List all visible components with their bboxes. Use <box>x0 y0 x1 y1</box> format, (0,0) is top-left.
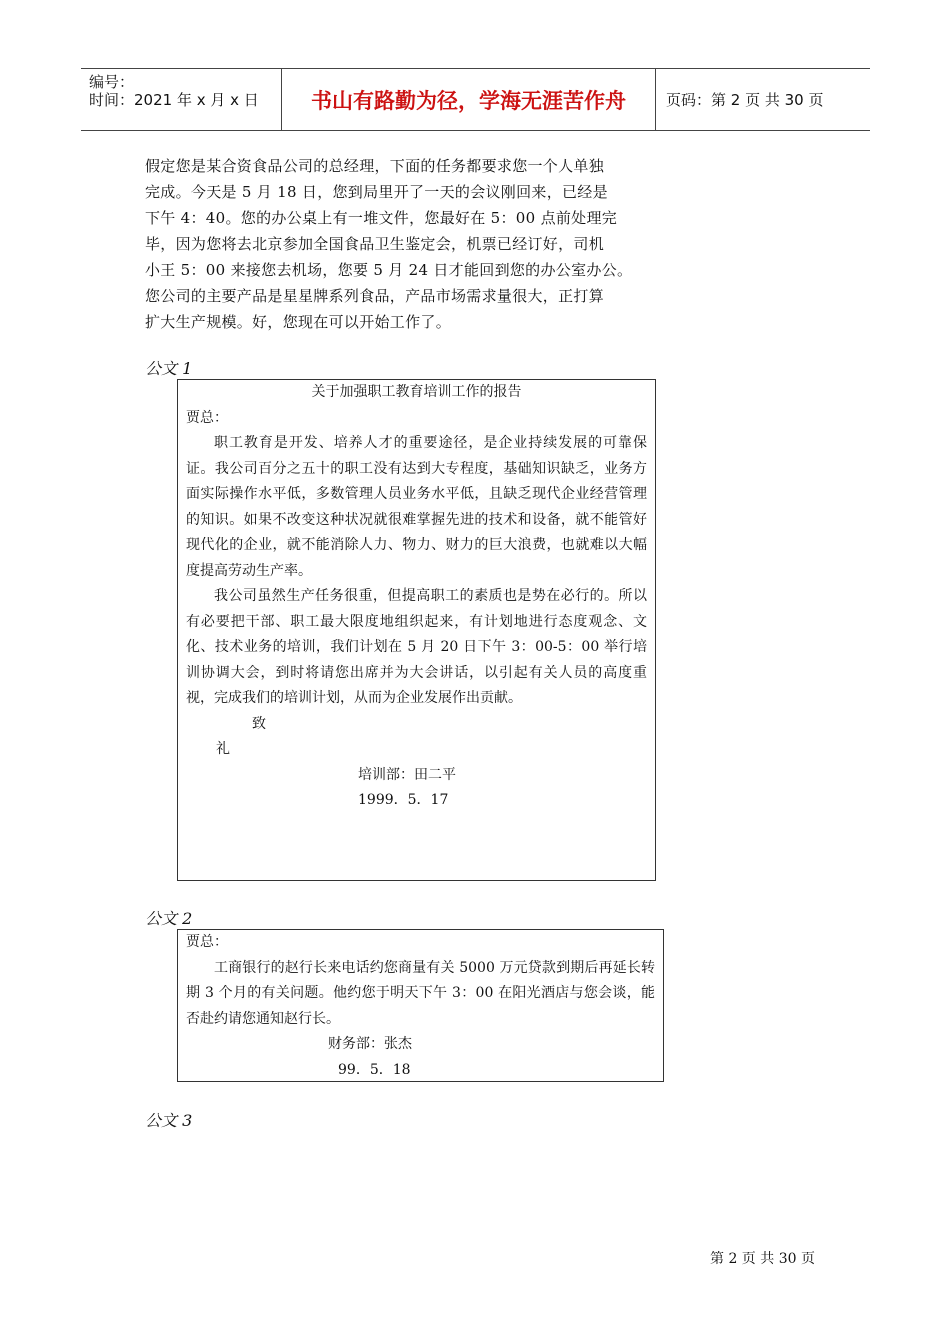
doc2-date: 99．5．18 <box>338 1061 411 1078</box>
intro-line: 扩大生产规模。好，您现在可以开始工作了。 <box>145 313 452 331</box>
doc1-title: 关于加强职工教育培训工作的报告 <box>311 384 522 400</box>
doc1-closing-1: 致 <box>252 715 266 732</box>
intro-line: 您公司的主要产品是星星牌系列食品，产品市场需求量很大，正打算 <box>145 287 605 305</box>
doc1-label: 公文 1 <box>145 359 193 378</box>
doc2-body: 工商银行的赵行长来电话约您商量有关 5000 万元贷款到期后再延长转期 3 个月的有关问题。他约您于明天下午 3：00 在阳光酒店与您会谈，能否赴约请您通知赵行长。 <box>186 959 655 1027</box>
doc3-label: 公文 3 <box>145 1111 193 1130</box>
page-footer: 第 2 页 共 30 页 <box>710 1251 815 1267</box>
intro-line: 下午 4：40。您的办公桌上有一堆文件，您最好在 5：00 点前处理完 <box>145 209 618 227</box>
doc2-signature: 财务部：张杰 <box>328 1036 412 1052</box>
intro-line: 小王 5：00 来接您去机场，您要 5 月 24 日才能回到您的办公室办公。 <box>145 261 633 279</box>
intro-text <box>145 153 665 335</box>
doc1-para2: 我公司虽然生产任务很重，但提高职工的素质也是势在必行的。所以有必要把干部、职工最大限度地组织起来，有计划地进行态度观念、文化、技术业务的培训，我们计划在 5 月 20 日下午 3：00-5：00 举行培训协调大会，到时将请您出席并为大会讲话，以引起有关人员的高度重视，完成我们的培训计划，从而为企业发展作出贡献。 <box>186 588 647 706</box>
header-motto: 书山有路勤为径，学海无涯苦作舟 <box>282 69 656 130</box>
header-page-info: 页码：第 2 页 共 30 页 <box>666 91 824 109</box>
header-meta <box>81 69 282 130</box>
doc1-salutation: 贾总： <box>186 409 228 426</box>
intro-line: 完成。今天是 5 月 18 日，您到局里开了一天的会议刚回来，已经是 <box>145 183 608 201</box>
doc1-closing-2: 礼 <box>216 741 230 757</box>
doc1-para1: 职工教育是开发、培养人才的重要途径，是企业持续发展的可靠保证。我公司百分之五十的职工没有达到大专程度，基础知识缺乏，业务方面实际操作水平低，多数管理人员业务水平低，且缺乏现代企业经营管理的知识。如果不改变这种状况就很难掌握先进的技术和设备，就不能管好现代化的企业，就不能消除人力、物力、财力的巨大浪费，也就难以大幅度提高劳动生产率。 <box>186 435 647 579</box>
intro-line: 假定您是某合资食品公司的总经理，下面的任务都要求您一个人单独 <box>145 157 605 175</box>
doc1-box <box>177 379 656 881</box>
intro-line: 毕，因为您将去北京参加全国食品卫生鉴定会，机票已经订好，司机 <box>145 235 605 253</box>
doc1-date: 1999．5．17 <box>358 792 449 808</box>
doc2-label: 公文 2 <box>145 909 193 928</box>
doc1-signature: 培训部：田二平 <box>358 766 456 783</box>
page-header <box>81 68 870 131</box>
doc2-box <box>177 929 664 1082</box>
doc2-salutation: 贾总： <box>186 934 228 950</box>
code-label: 编号： <box>89 73 135 91</box>
time-label: 时间：2021 年 x 月 x 日 <box>89 91 259 109</box>
